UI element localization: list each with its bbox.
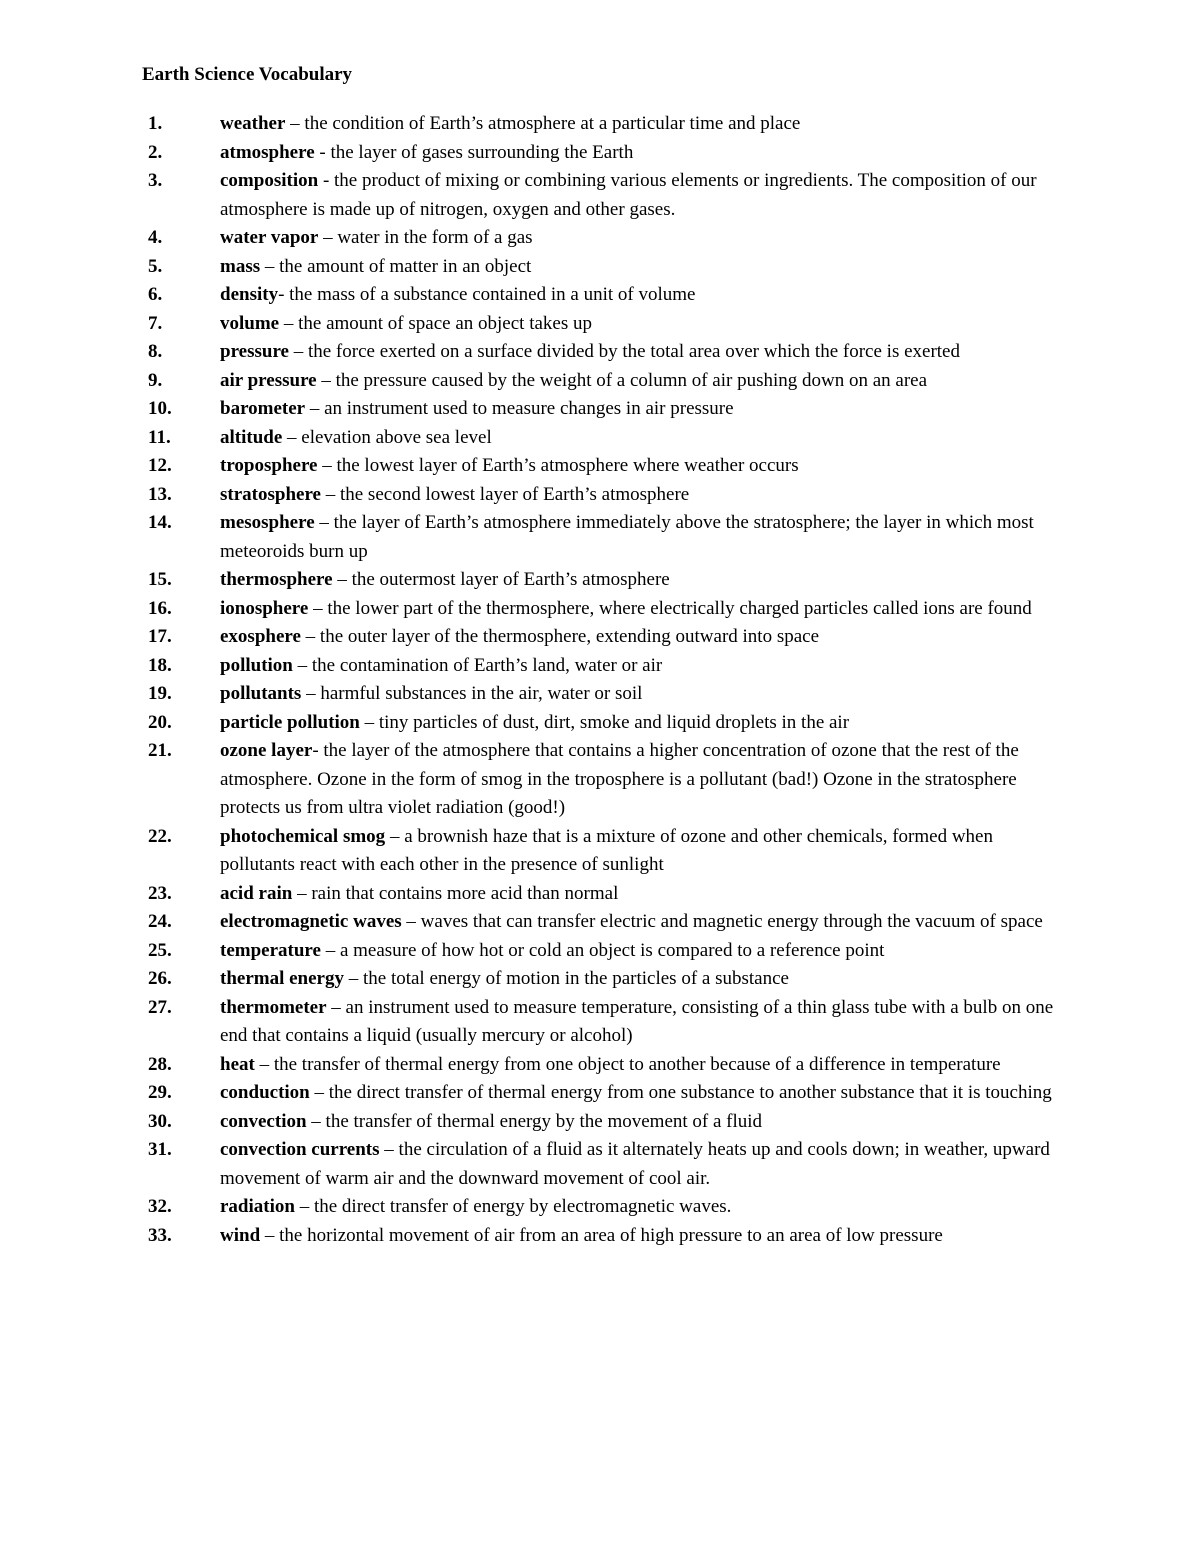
entry-number: 19.	[148, 683, 172, 704]
vocab-entry	[0, 253, 1200, 282]
vocab-entry	[0, 1108, 1200, 1137]
entry-text	[220, 139, 1065, 168]
entry-text	[220, 595, 1065, 624]
entry-text	[220, 110, 1065, 139]
entry-definition: - the layer of the atmosphere that contains a higher concentration of ozone that the rest of the atmosphere. Ozone in the form of smog in the troposphere is a pollutant (bad!) Ozone in the stratosphere protects us from ultra violet radiation (good!)	[220, 740, 1019, 818]
entry-definition: – rain that contains more acid than normal	[292, 882, 619, 904]
vocab-entry	[0, 652, 1200, 681]
vocab-entry	[0, 680, 1200, 709]
entry-number: 10.	[148, 398, 172, 419]
entry-term: thermosphere	[220, 569, 333, 590]
entry-text	[220, 1222, 1065, 1251]
entry-number: 17.	[148, 626, 172, 647]
vocab-entry	[0, 452, 1200, 481]
vocab-entry	[0, 139, 1200, 168]
vocab-entry	[0, 310, 1200, 339]
entry-text	[220, 737, 1065, 823]
entry-definition: – the condition of Earth’s atmosphere at a particular time and place	[285, 113, 801, 134]
entry-definition: – water in the form of a gas	[318, 227, 533, 248]
vocabulary-list	[0, 110, 1200, 1250]
entry-number: 18.	[148, 654, 172, 676]
vocab-entry	[0, 167, 1200, 224]
entry-text	[220, 623, 1065, 652]
entry-definition: – the direct transfer of energy by electromagnetic waves.	[294, 1196, 732, 1217]
vocab-entry	[0, 481, 1200, 510]
vocab-entry	[0, 1222, 1200, 1251]
vocab-entry	[0, 509, 1200, 566]
entry-definition: – a measure of how hot or cold an object is compared to a reference point	[320, 939, 885, 961]
entry-term: stratosphere	[220, 483, 321, 505]
entry-number: 28.	[148, 1053, 172, 1075]
entry-definition: – the layer of Earth’s atmosphere immediately above the stratosphere; the layer in which most meteoroids burn up	[220, 512, 1034, 562]
entry-term: volume	[220, 312, 280, 334]
entry-text	[220, 1079, 1065, 1108]
entry-number: 33.	[148, 1224, 172, 1246]
entry-term: air pressure	[220, 369, 317, 391]
entry-term: heat	[220, 1053, 255, 1075]
document-title: Earth Science Vocabulary	[142, 64, 353, 85]
vocab-entry	[0, 709, 1200, 738]
entry-term: troposphere	[220, 455, 318, 476]
entry-number: 23.	[148, 882, 172, 904]
entry-definition: – the direct transfer of thermal energy from one substance to another substance that it is touching	[309, 1082, 1052, 1103]
entry-number: 13.	[148, 483, 172, 505]
entry-definition: – the horizontal movement of air from an area of high pressure to an area of low pressure	[260, 1224, 943, 1246]
entry-term: convection	[220, 1110, 307, 1132]
vocab-entry	[0, 281, 1200, 310]
entry-term: conduction	[220, 1082, 310, 1103]
entry-term: weather	[220, 113, 286, 134]
vocab-entry	[0, 395, 1200, 424]
entry-term: ionosphere	[220, 597, 309, 619]
entry-term: convection currents	[220, 1139, 380, 1160]
entry-definition: – the transfer of thermal energy by the movement of a fluid	[306, 1110, 763, 1132]
vocab-entry	[0, 595, 1200, 624]
entry-number: 32.	[148, 1196, 172, 1217]
entry-term: pressure	[220, 341, 289, 362]
entry-text	[220, 424, 1065, 453]
entry-text	[220, 367, 1065, 396]
entry-term: exosphere	[220, 626, 301, 647]
entry-number: 30.	[148, 1110, 172, 1132]
entry-number: 20.	[148, 711, 172, 733]
entry-number: 15.	[148, 569, 172, 590]
entry-term: altitude	[220, 426, 283, 448]
entry-text	[220, 481, 1065, 510]
entry-term: density	[220, 284, 279, 305]
vocab-entry	[0, 937, 1200, 966]
entry-definition: – waves that can transfer electric and magnetic energy through the vacuum of space	[401, 911, 1043, 932]
entry-number: 8.	[148, 341, 163, 362]
entry-number: 5.	[148, 255, 163, 277]
vocab-entry	[0, 224, 1200, 253]
entry-term: pollution	[220, 654, 293, 676]
entry-definition: – harmful substances in the air, water or soil	[301, 683, 643, 704]
vocab-entry	[0, 110, 1200, 139]
entry-definition: – the force exerted on a surface divided by the total area over which the force is exerted	[288, 341, 960, 362]
entry-number: 25.	[148, 939, 172, 961]
entry-text	[220, 1136, 1065, 1193]
entry-definition: – an instrument used to measure changes in air pressure	[305, 398, 734, 419]
entry-definition: – a brownish haze that is a mixture of ozone and other chemicals, formed when pollutants react with each other in the presence of sunlight	[220, 825, 993, 875]
entry-term: particle pollution	[220, 711, 360, 733]
entry-text	[220, 509, 1065, 566]
entry-number: 9.	[148, 369, 163, 391]
vocab-entry	[0, 737, 1200, 823]
entry-number: 3.	[148, 170, 163, 191]
entry-term: radiation	[220, 1196, 295, 1217]
entry-term: wind	[220, 1224, 261, 1246]
entry-number: 21.	[148, 740, 172, 761]
entry-term: pollutants	[220, 683, 302, 704]
entry-text	[220, 253, 1065, 282]
vocab-entry	[0, 1051, 1200, 1080]
vocab-entry	[0, 623, 1200, 652]
entry-definition: – the transfer of thermal energy from one object to another because of a difference in temperature	[254, 1053, 1001, 1075]
entry-definition: – the circulation of a fluid as it alternately heats up and cools down; in weather, upward movement of warm air and the downward movement of cool air.	[220, 1139, 1050, 1189]
entry-definition: – the outermost layer of Earth’s atmosphere	[332, 569, 670, 590]
vocab-entry	[0, 338, 1200, 367]
entry-number: 6.	[148, 284, 163, 305]
entry-definition: – the lower part of the thermosphere, where electrically charged particles called ions are found	[308, 597, 1032, 619]
entry-definition: – the lowest layer of Earth’s atmosphere where weather occurs	[317, 455, 799, 476]
vocab-entry	[0, 424, 1200, 453]
entry-term: mesosphere	[220, 512, 315, 533]
entry-text	[220, 908, 1065, 937]
entry-text	[220, 1108, 1065, 1137]
entry-number: 4.	[148, 227, 163, 248]
entry-text	[220, 709, 1065, 738]
entry-definition: – an instrument used to measure temperature, consisting of a thin glass tube with a bulb on one end that contains a liquid (usually mercury or alcohol)	[220, 996, 1054, 1046]
entry-text	[220, 823, 1065, 880]
entry-definition: – tiny particles of dust, dirt, smoke and liquid droplets in the air	[359, 711, 850, 733]
entry-definition: – the total energy of motion in the particles of a substance	[343, 968, 789, 989]
entry-number: 11.	[148, 426, 171, 448]
entry-term: atmosphere	[220, 141, 315, 163]
entry-number: 22.	[148, 825, 172, 847]
entry-term: mass	[220, 255, 261, 277]
entry-text	[220, 281, 1065, 310]
entry-text	[220, 652, 1065, 681]
entry-text	[220, 1193, 1065, 1222]
entry-text	[220, 395, 1065, 424]
entry-number: 29.	[148, 1082, 172, 1103]
entry-definition: – the contamination of Earth’s land, water or air	[292, 654, 663, 676]
entry-definition: – the amount of matter in an object	[260, 255, 532, 277]
entry-text	[220, 167, 1065, 224]
entry-text	[220, 965, 1065, 994]
entry-number: 7.	[148, 312, 163, 334]
entry-number: 14.	[148, 512, 172, 533]
entry-term: acid rain	[220, 882, 293, 904]
entry-definition: - the product of mixing or combining various elements or ingredients. The composition of our atmosphere is made up of nitrogen, oxygen and other gases.	[220, 170, 1037, 220]
entry-definition: - the layer of gases surrounding the Earth	[314, 141, 634, 163]
entry-definition: – the outer layer of the thermosphere, extending outward into space	[300, 626, 820, 647]
entry-text	[220, 566, 1065, 595]
entry-definition: – the pressure caused by the weight of a column of air pushing down on an area	[316, 369, 928, 391]
entry-term: photochemical smog	[220, 825, 386, 847]
entry-text	[220, 1051, 1065, 1080]
entry-text	[220, 452, 1065, 481]
entry-definition: – elevation above sea level	[282, 426, 492, 448]
vocab-entry	[0, 1136, 1200, 1193]
vocab-entry	[0, 367, 1200, 396]
entry-text	[220, 310, 1065, 339]
entry-text	[220, 224, 1065, 253]
entry-text	[220, 880, 1065, 909]
vocab-entry	[0, 1079, 1200, 1108]
entry-number: 1.	[148, 113, 163, 134]
vocab-entry	[0, 965, 1200, 994]
vocab-entry	[0, 566, 1200, 595]
entry-number: 12.	[148, 455, 172, 476]
entry-definition: – the amount of space an object takes up	[279, 312, 592, 334]
vocab-entry	[0, 994, 1200, 1051]
entry-term: barometer	[220, 398, 306, 419]
entry-number: 16.	[148, 597, 172, 619]
entry-text	[220, 338, 1065, 367]
entry-term: thermometer	[220, 996, 327, 1018]
entry-term: thermal energy	[220, 968, 344, 989]
entry-term: electromagnetic waves	[220, 911, 402, 932]
entry-term: ozone layer	[220, 740, 313, 761]
entry-number: 26.	[148, 968, 172, 989]
entry-number: 31.	[148, 1139, 172, 1160]
vocab-entry	[0, 880, 1200, 909]
entry-definition: – the second lowest layer of Earth’s atmosphere	[320, 483, 690, 505]
vocab-entry	[0, 908, 1200, 937]
entry-number: 2.	[148, 141, 163, 163]
entry-term: composition	[220, 170, 319, 191]
entry-term: water vapor	[220, 227, 319, 248]
entry-number: 27.	[148, 996, 172, 1018]
entry-text	[220, 680, 1065, 709]
entry-text	[220, 937, 1065, 966]
entry-definition: - the mass of a substance contained in a unit of volume	[278, 284, 696, 305]
entry-text	[220, 994, 1065, 1051]
vocab-entry	[0, 1193, 1200, 1222]
entry-number: 24.	[148, 911, 172, 932]
entry-term: temperature	[220, 939, 321, 961]
vocab-entry	[0, 823, 1200, 880]
